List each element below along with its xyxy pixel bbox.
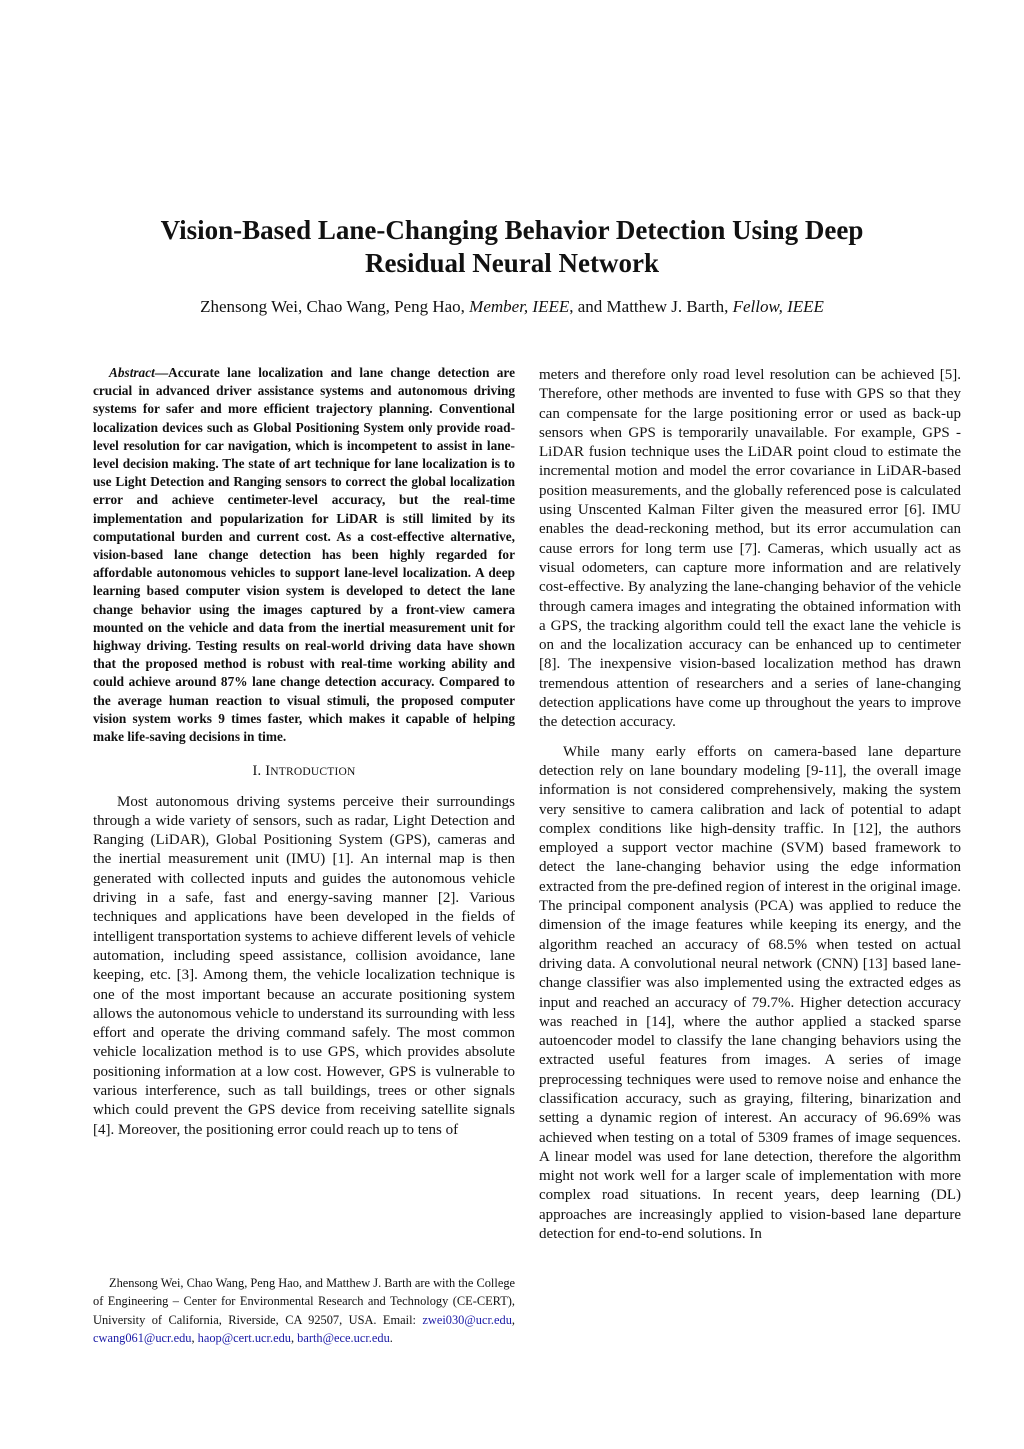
right-paragraph-2: While many early efforts on camera-based lane departure detection rely on lane boundary modeling [9-11], the overall image information is not considered comprehensively, making the system very sensitive to camera calibration and lack of potential to adapt complex conditions like high-density traffic. In [12], the authors employed a support vector machine (SVM) based framework to detect the lane-changing behavior using the edge information extracted from the pre-defined region of interest in the original image. The principal component analysis (PCA) was applied to reduce the dimension of the image features while keeping its energy, and the algorithm reached an accuracy of 68.5% when tested on actual driving data. A convolutional neural network (CNN) [13] based lane-change classifier was also implemented using the extracted edges as input and reached an accuracy of 79.7%. Higher detection accuracy was reached in [14], where the author applied a stacked sparse autoencoder model to classify the lane changing behaviors using the extracted useful features from images. A series of image preprocessing techniques were used to remove noise and enhance the classification accuracy, such as graying, filtering, binarization and setting a dynamic region of interest. An accuracy of 96.69% was achieved when testing on a total of 5309 frames of image sequences. A linear model was used for lane detection, therefore the algorithm might not work well for a larger scale of implementation with more complex road situations. In recent years, deep learning (DL) approaches are increasingly applied to vision-based lane departure detection for end-to-end solutions. In	[539, 743, 961, 1243]
section-first-letter: I	[265, 763, 271, 780]
section-number: I.	[252, 763, 262, 780]
authors-member-title: Member, IEEE	[469, 297, 570, 316]
email-link-barth[interactable]: barth@ece.ucr.edu	[297, 1331, 390, 1346]
authors-part1: Zhensong Wei, Chao Wang, Peng Hao,	[200, 297, 470, 316]
section-heading-introduction	[93, 762, 515, 782]
abstract	[93, 364, 515, 746]
author-line	[60, 296, 964, 318]
footnote-separator: ,	[191, 1331, 198, 1346]
left-column	[93, 364, 515, 1140]
authors-fellow-title: Fellow, IEEE	[732, 297, 824, 316]
right-column	[539, 366, 961, 1244]
paper-title: Vision-Based Lane-Changing Behavior Detection Using Deep Residual Neural Network	[160, 215, 864, 278]
authors-part2: , and Matthew J. Barth,	[569, 297, 733, 316]
footnote-separator: ,	[290, 1331, 298, 1346]
right-paragraph-1: meters and therefore only road level resolution can be achieved [5]. Therefore, other methods are invented to fuse with GPS so that they can compensate for the large positioning error or used as back-up sensors when GPS is temporarily unavailable. For example, GPS - LiDAR fusion technique uses the LiDAR point cloud to estimate the incremental motion and model the error covariance in LiDAR-based position measurements, and the globally referenced pose is calculated using Unscented Kalman Filter given the measured error [6]. IMU enables the dead-reckoning method, but its error accumulation can cause errors for long term use [7]. Cameras, which usually act as visual odometers, can capture more information and are relatively cost-effective. By analyzing the lane-changing behavior of the vehicle through camera images and integrating the obtained information with a GPS, the tracking algorithm could tell the exact lane the vehicle is on and the localization accuracy can be enhanced up to centimeter [8]. The inexpensive vision-based localization method has drawn tremendous attention of researchers and a series of lane-changing detection applications have come up throughout the years to improve the detection accuracy.	[539, 367, 961, 731]
footnote-separator: ,	[511, 1312, 515, 1327]
section-title-rest: NTRODUCTION	[270, 766, 356, 779]
email-link-cwang[interactable]: cwang061@ucr.edu	[93, 1331, 192, 1346]
footnote-end: .	[389, 1331, 393, 1346]
abstract-dash: —	[154, 365, 169, 380]
email-link-haop[interactable]: haop@cert.ucr.edu	[197, 1331, 291, 1346]
abstract-text: Accurate lane localization and lane change detection are crucial in advanced driver assistance systems and autonomous driving systems for safer and more efficient trajectory planning. Conventional localization devices such as Global Positioning System only provide road-level resolution for car navigation, which is incompetent to assist in lane-level decision making. The state of art technique for lane localization is to use Light Detection and Ranging sensors to correct the global localization error and achieve centimeter-level accuracy, but the real-time implementation and popularization for LiDAR is still limited by its computational burden and current cost. As a cost-effective alternative, vision-based lane change detection has been highly regarded for affordable autonomous vehicles to support lane-level localization. A deep learning based computer vision system is developed to detect the lane change behavior using the images captured by a front-view camera mounted on the vehicle and data from the inertial measurement unit for highway driving. Testing results on real-world driving data have shown that the proposed method is robust with real-time working ability and could achieve around 87% lane change detection accuracy. Compared to the average human reaction to visual stimuli, the proposed computer vision system works 9 times faster, which makes it capable of helping make life-saving decisions in time.	[93, 365, 515, 745]
abstract-label: Abstract	[109, 365, 155, 380]
footnote-text: Zhensong Wei, Chao Wang, Peng Hao, and Matthew J. Barth are with the College of Engineering – Center for Environmental Research and Technology (CE-CERT), University of California, Riverside, CA 92507, USA. Email:	[93, 1276, 516, 1327]
email-link-zwei[interactable]: zwei030@ucr.edu	[422, 1312, 512, 1327]
intro-paragraph: Most autonomous driving systems perceive their surroundings through a wide variety of sensors, such as radar, Light Detection and Ranging (LiDAR), Global Positioning System (GPS), cameras and the inertial measurement unit (IMU) [1]. An internal map is then generated with collected inputs and guides the autonomous vehicle driving in a safe, fast and energy-saving manner [2]. Various techniques and applications have been developed in the fields of intelligent transportation systems to achieve different levels of vehicle automation, including speed assistance, collision avoidance, lane keeping, etc. [3]. Among them, the vehicle localization technique is one of the most important because an accurate positioning system allows the autonomous vehicle to understand its surrounding with less effort and operate the driving command safely. The most common vehicle localization method is to use GPS, which provides absolute positioning information at a low cost. However, GPS is vulnerable to various interference, such as tall buildings, trees or other signals which could prevent the GPS device from receiving satellite signals [4]. Moreover, the positioning error could reach up to tens of	[93, 793, 515, 1138]
author-affiliation-footnote	[93, 1274, 515, 1348]
